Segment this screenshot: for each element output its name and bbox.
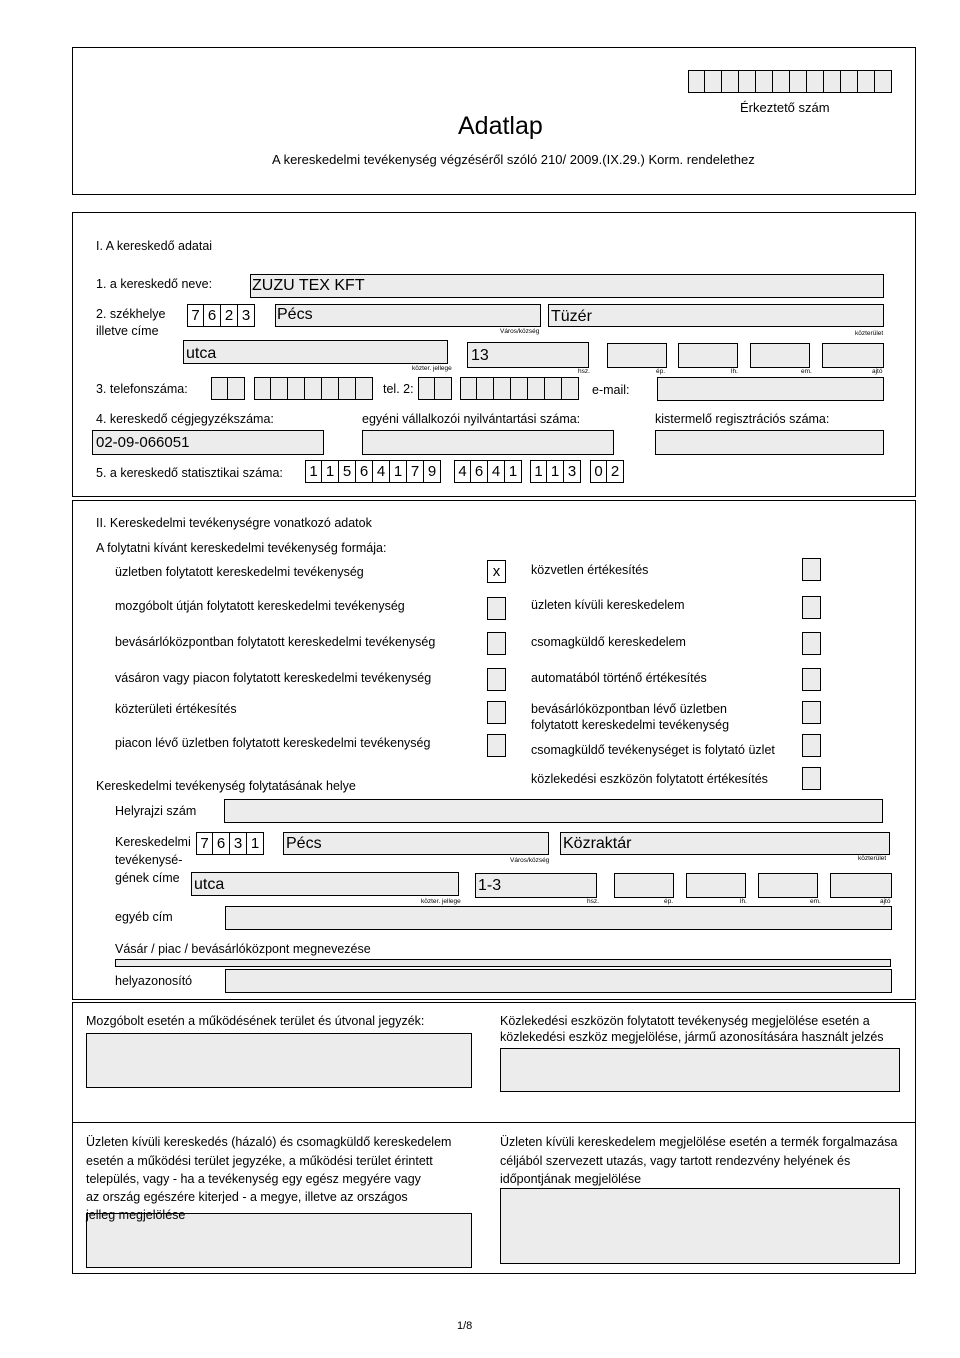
stat-digit: 7 xyxy=(407,460,424,483)
option-label: bevásárlóközpontban folytatott kereskedelmi tevékenység xyxy=(115,635,436,649)
postal-digit: 7 xyxy=(196,832,213,855)
activity-lh-caption: lh. xyxy=(740,898,747,905)
postal-digit: 3 xyxy=(238,304,255,327)
option-label: üzletben folytatott kereskedelmi tevékenység xyxy=(115,565,364,579)
postal-digit: 6 xyxy=(204,304,221,327)
small-producer-label: kistermelő regisztrációs száma: xyxy=(655,412,830,426)
seat-lh-caption: lh. xyxy=(731,368,738,375)
activity-building-field[interactable] xyxy=(614,873,674,898)
option-checkbox-offstore[interactable] xyxy=(802,596,821,619)
vehicle-label-2: közlekedési eszköz megjelölése, jármű azonosítására használt jelzés xyxy=(500,1030,884,1044)
activity-street-type-field[interactable] xyxy=(191,872,459,896)
option-label: automatából történő értékesítés xyxy=(531,671,707,685)
option-label: közterületi értékesítés xyxy=(115,702,237,716)
seat-stairway-field[interactable] xyxy=(678,343,738,368)
small-producer-field[interactable] xyxy=(655,430,884,455)
option-label: folytatott kereskedelmi tevékenység xyxy=(531,718,730,732)
option-label: közlekedési eszközön folytatott értékesítés xyxy=(531,772,768,786)
trip-label-1: Üzleten kívüli kereskedelem megjelölése esetén a termék forgalmazása xyxy=(500,1135,898,1149)
locator-label: helyazonosító xyxy=(115,974,193,988)
activity-house-number-value: 1-3 xyxy=(478,877,502,894)
postal-digit: 2 xyxy=(221,304,238,327)
activity-ep-caption: ép. xyxy=(664,898,674,905)
seat-city-field[interactable] xyxy=(275,304,541,327)
seat-label-1: 2. székhelye xyxy=(96,307,166,321)
activity-city-value: Pécs xyxy=(286,835,322,852)
activity-door-caption: ajtó xyxy=(880,898,891,905)
phone-cells-a[interactable] xyxy=(211,377,245,400)
option-checkbox-vehicle[interactable] xyxy=(802,767,821,790)
seat-door-caption: ajtó xyxy=(872,368,883,375)
seat-street-value: Tüzér xyxy=(551,308,592,325)
stat-digit: 1 xyxy=(530,460,547,483)
seat-street-caption: közterület xyxy=(855,330,884,337)
option-checkbox-public-space[interactable] xyxy=(487,701,506,724)
option-checkbox-vending[interactable] xyxy=(802,668,821,691)
seat-ep-caption: ép. xyxy=(656,368,666,375)
offstore-label-2: esetén a működési terület jegyzéke, a működési terület érintett xyxy=(86,1154,433,1168)
stat-digit: 4 xyxy=(454,460,471,483)
market-name-label: Vásár / piac / bevásárlóközpont megnevezése xyxy=(115,942,371,956)
seat-city-value: Pécs xyxy=(277,306,313,323)
seat-house-number-value: 13 xyxy=(471,347,489,364)
offstore-label-1: Üzleten kívüli kereskedés (házaló) és csomagküldő kereskedelem xyxy=(86,1135,452,1149)
option-checkbox-market[interactable] xyxy=(487,668,506,691)
stat-number-group-1[interactable] xyxy=(305,460,441,483)
stat-digit: 1 xyxy=(547,460,564,483)
page-number: 1/8 xyxy=(457,1320,473,1332)
option-label: piacon lévő üzletben folytatott kereskedelmi tevékenység xyxy=(115,736,431,750)
option-label: vásáron vagy piacon folytatott kereskedelmi tevékenység xyxy=(115,671,432,685)
arrival-number-cells[interactable] xyxy=(688,70,892,93)
option-checkbox-mail-order[interactable] xyxy=(802,632,821,655)
activity-street-caption: közterület xyxy=(858,855,887,862)
arrival-number-label: Érkeztető szám xyxy=(740,100,830,115)
stat-digit: 1 xyxy=(390,460,407,483)
option-label: üzleten kívüli kereskedelem xyxy=(531,598,685,612)
activity-addr-label-3: gének címe xyxy=(115,871,180,885)
option-checkbox-mall-store[interactable] xyxy=(802,701,821,724)
offstore-label-4: az ország egészére kiterjed - a megye, illetve az országos xyxy=(86,1190,408,1204)
tel2-label: tel. 2: xyxy=(383,382,414,396)
seat-label-2: illetve címe xyxy=(96,324,159,338)
seat-em-caption: em. xyxy=(801,368,812,375)
name-label: 1. a kereskedő neve: xyxy=(96,277,213,291)
stat-number-group-3[interactable] xyxy=(530,460,581,483)
stat-digit: 1 xyxy=(505,460,522,483)
stat-number-group-2[interactable] xyxy=(454,460,522,483)
activity-addr-label-1: Kereskedelmi xyxy=(115,835,191,849)
vehicle-field[interactable] xyxy=(500,1048,900,1092)
mobile-shop-field[interactable] xyxy=(86,1033,472,1088)
stat-digit: 3 xyxy=(564,460,581,483)
activity-em-caption: em. xyxy=(810,898,821,905)
seat-city-caption: Város/község xyxy=(500,328,540,335)
activity-street-type-value: utca xyxy=(194,876,225,893)
stat-digit: 1 xyxy=(322,460,339,483)
phone-label: 3. telefonszáma: xyxy=(96,382,188,396)
activity-street-type-caption: közter. jellege xyxy=(421,898,461,905)
option-checkbox-market-store[interactable] xyxy=(487,734,506,757)
activity-stairway-field[interactable] xyxy=(686,873,746,898)
sole-trader-field[interactable] xyxy=(362,430,614,455)
other-addr-field[interactable] xyxy=(225,906,892,930)
postal-digit: 7 xyxy=(187,304,204,327)
activity-floor-field[interactable] xyxy=(758,873,818,898)
stat-digit: 2 xyxy=(607,460,624,483)
stat-digit: 0 xyxy=(590,460,607,483)
option-checkbox-mobile-shop[interactable] xyxy=(487,597,506,620)
stat-digit: 6 xyxy=(356,460,373,483)
option-label: csomagküldő kereskedelem xyxy=(531,635,686,649)
sole-trader-label: egyéni vállalkozói nyilvántartási száma: xyxy=(362,412,581,426)
email-field[interactable] xyxy=(657,377,884,401)
option-checkbox-direct-sale[interactable] xyxy=(802,558,821,581)
reg-label: 4. kereskedő cégjegyzékszáma: xyxy=(96,412,274,426)
email-label: e-mail: xyxy=(592,383,630,397)
activity-addr-label-2: tevékenysé- xyxy=(115,853,183,867)
postal-digit: 3 xyxy=(230,832,247,855)
seat-floor-field[interactable] xyxy=(750,343,810,368)
stat-digit: 4 xyxy=(373,460,390,483)
stat-number-group-4[interactable] xyxy=(590,460,624,483)
tel2-cells-b[interactable] xyxy=(460,377,579,400)
option-checkbox-store[interactable]: x xyxy=(487,560,506,583)
postal-digit: 6 xyxy=(213,832,230,855)
seat-door-field[interactable] xyxy=(822,343,884,368)
postal-digit: 1 xyxy=(247,832,264,855)
seat-hsz-caption: hsz. xyxy=(578,368,590,375)
stat-digit: 6 xyxy=(471,460,488,483)
plot-label: Helyrajzi szám xyxy=(115,804,197,818)
trip-label-3: időpontjának megjelölése xyxy=(500,1172,642,1186)
market-name-field[interactable] xyxy=(115,959,891,967)
option-label: közvetlen értékesítés xyxy=(531,563,649,577)
form-question: A folytatni kívánt kereskedelmi tevékenység formája: xyxy=(96,541,387,555)
trip-label-2: céljából szervezett utazás, vagy tartott rendezvény helyének és xyxy=(500,1154,851,1168)
seat-building-field[interactable] xyxy=(607,343,667,368)
stat-label: 5. a kereskedő statisztikai száma: xyxy=(96,466,283,480)
activity-door-field[interactable] xyxy=(830,873,892,898)
reg-value: 02-09-066051 xyxy=(96,434,190,451)
activity-street-value: Közraktár xyxy=(563,835,632,852)
activity-city-caption: Város/község xyxy=(510,857,550,864)
option-label: mozgóbolt útján folytatott kereskedelmi tevékenység xyxy=(115,599,405,613)
section1-heading: I. A kereskedő adatai xyxy=(96,239,213,253)
seat-street-type-field[interactable] xyxy=(183,340,448,364)
place-label: Kereskedelmi tevékenység folytatásának helye xyxy=(96,779,356,793)
page-title: Adatlap xyxy=(458,112,543,140)
option-label: csomagküldő tevékenységet is folytató üzlet xyxy=(531,743,775,757)
plot-field[interactable] xyxy=(224,799,883,823)
seat-street-field[interactable] xyxy=(548,304,884,327)
trip-field[interactable] xyxy=(500,1188,900,1264)
section2-heading: II. Kereskedelmi tevékenységre vonatkozó adatok xyxy=(96,516,372,530)
mobile-shop-label: Mozgóbolt esetén a működésének terület és útvonal jegyzék: xyxy=(86,1014,425,1028)
tel2-cells-a[interactable] xyxy=(418,377,452,400)
option-checkbox-mail-order-store[interactable] xyxy=(802,734,821,757)
option-checkbox-mall[interactable] xyxy=(487,632,506,655)
offstore-label-5: jelleg megjelölése xyxy=(86,1208,186,1222)
seat-postal-code[interactable] xyxy=(187,304,255,327)
trader-name-value: ZUZU TEX KFT xyxy=(252,277,365,294)
activity-city-field[interactable] xyxy=(283,832,549,855)
other-addr-label: egyéb cím xyxy=(115,910,173,924)
stat-digit: 1 xyxy=(305,460,322,483)
phone-cells-b[interactable] xyxy=(254,377,373,400)
stat-digit: 4 xyxy=(488,460,505,483)
locator-field[interactable] xyxy=(225,969,892,993)
section3-divider xyxy=(73,1122,915,1123)
vehicle-label-1: Közlekedési eszközön folytatott tevékenység megjelölése esetén a xyxy=(500,1014,870,1028)
offstore-label-3: település, vagy - ha a tevékenység egy egész megyére vagy xyxy=(86,1172,421,1186)
stat-digit: 5 xyxy=(339,460,356,483)
stat-digit: 9 xyxy=(424,460,441,483)
seat-street-type-caption: közter. jellege xyxy=(412,365,452,372)
activity-postal-code[interactable] xyxy=(196,832,264,855)
seat-street-type-value: utca xyxy=(186,345,217,362)
option-label: bevásárlóközpontban lévő üzletben xyxy=(531,702,727,716)
page-subtitle: A kereskedelmi tevékenység végzéséről szóló 210/ 2009.(IX.29.) Korm. rendelethez xyxy=(272,152,755,167)
activity-hsz-caption: hsz. xyxy=(587,898,599,905)
